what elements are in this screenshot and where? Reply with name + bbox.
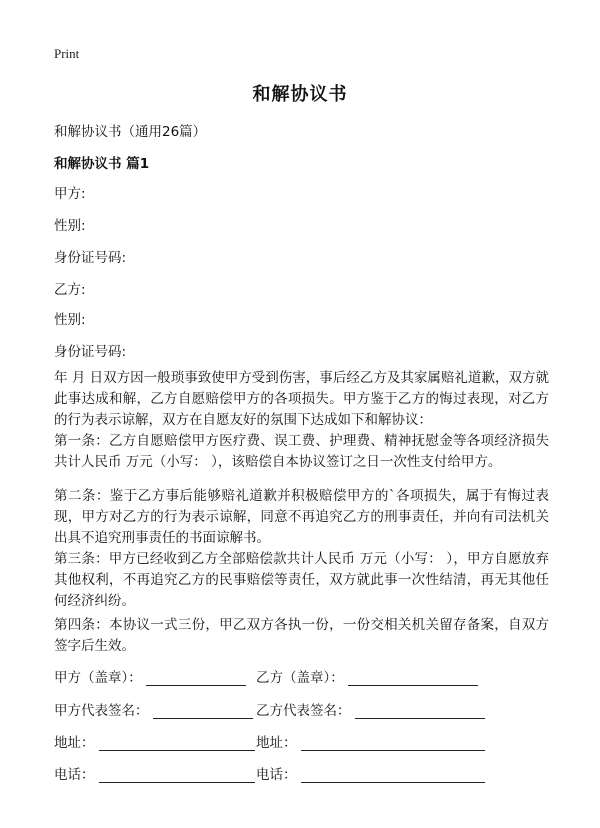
party-a-label: 甲方: bbox=[54, 186, 86, 202]
print-link[interactable]: Print bbox=[54, 46, 80, 61]
id-b-label: 身份证号码: bbox=[54, 344, 127, 360]
signature-row-address bbox=[54, 731, 554, 751]
party-b-phone-label: 电话： bbox=[256, 767, 297, 783]
party-b-seal-label: 乙方（盖章）： bbox=[256, 670, 344, 686]
document-subtitle: 和解协议书（通用26篇） bbox=[54, 124, 207, 140]
party-a-seal-label: 甲方（盖章）： bbox=[54, 670, 142, 686]
party-b-rep-label: 乙方代表签名： bbox=[256, 703, 351, 719]
clause-3: 第三条：甲方已经收到乙方全部赔偿款共计人民币 万元（小写： ），甲方自愿放弃其他权利，不再追究乙方的民事赔偿等责任，双方就此事一次性结清，再无其他任何经济纠纷。 bbox=[54, 551, 549, 609]
party-b-phone-blank[interactable] bbox=[301, 767, 485, 783]
signature-row-seal bbox=[54, 666, 554, 686]
party-a-address-label: 地址： bbox=[54, 735, 95, 751]
intro-paragraph: 年 月 日双方因一般琐事致使甲方受到伤害，事后经乙方及其家属赔礼道歉，双方就此事达成和解，乙方自愿赔偿甲方的各项损失。甲方鉴于乙方的悔过表现，对乙方的行为表示谅解，双方在自愿友好的氛围下达成如下和解协议： bbox=[54, 370, 549, 428]
party-a-rep-blank[interactable] bbox=[153, 703, 253, 719]
party-b-label: 乙方: bbox=[54, 282, 86, 298]
signature-row-phone bbox=[54, 763, 554, 783]
gender-b-label: 性别: bbox=[54, 312, 86, 328]
party-b-address-blank[interactable] bbox=[301, 735, 485, 751]
section-title: 和解协议书 篇1 bbox=[54, 156, 150, 172]
id-a-label: 身份证号码: bbox=[54, 250, 127, 266]
document-title: 和解协议书 bbox=[252, 84, 348, 105]
signature-row-rep bbox=[54, 699, 554, 719]
party-b-seal-blank[interactable] bbox=[348, 670, 478, 686]
party-a-phone-blank[interactable] bbox=[99, 767, 255, 783]
clause-2: 第二条：鉴于乙方事后能够赔礼道歉并积极赔偿甲方的`各项损失，属于有悔过表现，甲方对乙方的行为表示谅解，同意不再追究乙方的刑事责任，并向有司法机关出具不追究刑事责任的书面谅解书。 bbox=[54, 488, 549, 546]
gender-a-label: 性别: bbox=[54, 218, 86, 234]
clause-1: 第一条：乙方自愿赔偿甲方医疗费、误工费、护理费、精神抚慰金等各项经济损失共计人民币 万元（小写： ），该赔偿自本协议签订之日一次性支付给甲方。 bbox=[54, 433, 549, 470]
party-a-phone-label: 电话： bbox=[54, 767, 95, 783]
party-a-address-blank[interactable] bbox=[99, 735, 255, 751]
party-a-rep-label: 甲方代表签名： bbox=[54, 703, 149, 719]
party-a-seal-blank[interactable] bbox=[146, 670, 246, 686]
party-b-address-label: 地址： bbox=[256, 735, 297, 751]
clause-4: 第四条：本协议一式三份，甲乙双方各执一份，一份交相关机关留存备案，自双方签字后生效。 bbox=[54, 617, 549, 654]
party-b-rep-blank[interactable] bbox=[355, 703, 485, 719]
